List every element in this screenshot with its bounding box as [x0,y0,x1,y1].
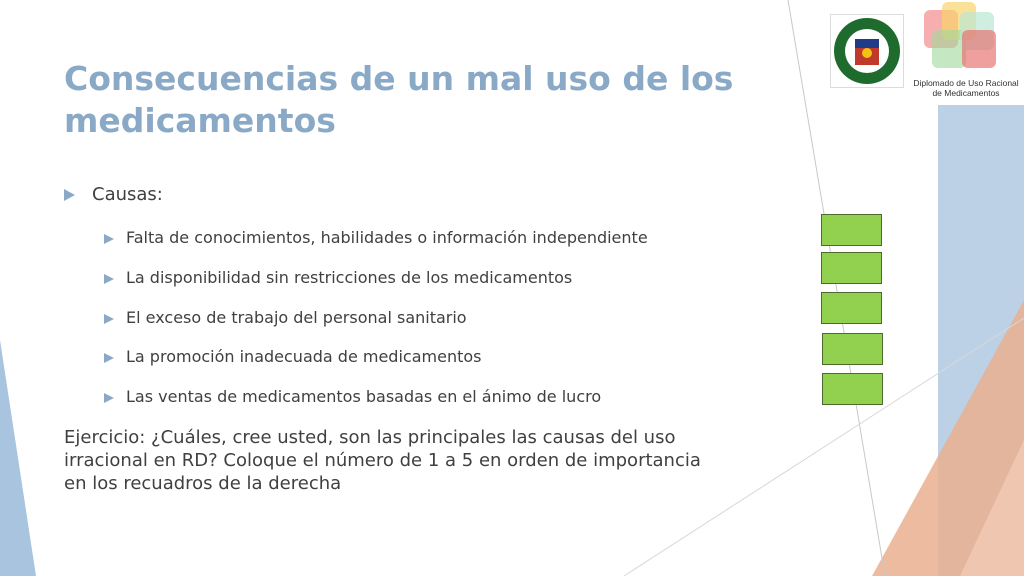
exercise-text: Ejercicio: ¿Cuáles, cree usted, son las principales las causas del uso irracional en RD? Coloque el número de 1 a 5 en orden de importancia en los recuadros de la derecha [64,427,701,494]
ranking-box-1[interactable] [821,214,882,246]
cause-item-label: El exceso de trabajo del personal sanitario [126,308,467,327]
triangle-bullet-icon [64,189,75,201]
cause-item-label: La promoción inadecuada de medicamentos [126,347,482,366]
triangle-bullet-icon [104,234,114,244]
cause-item [104,228,648,247]
program-caption: Diplomado de Uso Racional de Medicamentos [913,78,1019,98]
ranking-box-2[interactable] [821,252,882,284]
cause-item-label: La disponibilidad sin restricciones de los medicamentos [126,268,573,287]
cause-item-label: Falta de conocimientos, habilidades o información independiente [126,228,648,247]
cause-item [104,268,572,287]
bullet-causas [64,184,163,205]
triangle-bullet-icon [104,353,114,363]
triangle-bullet-icon [104,393,114,403]
left-blue-sliver [0,340,36,576]
slide-title: Consecuencias de un mal uso de los medicamentos [64,59,734,140]
ranking-box-5[interactable] [822,373,883,405]
bullet-causas-label: Causas: [92,184,163,205]
university-seal-logo [830,14,904,88]
cause-item [104,308,467,327]
ranking-box-4[interactable] [822,333,883,365]
cause-item-label: Las ventas de medicamentos basadas en el ánimo de lucro [126,387,602,406]
ranking-box-3[interactable] [821,292,882,324]
triangle-bullet-icon [104,274,114,284]
cause-item [104,387,601,406]
triangle-bullet-icon [104,314,114,324]
color-squares-logo [920,2,1002,74]
cause-item [104,347,481,366]
